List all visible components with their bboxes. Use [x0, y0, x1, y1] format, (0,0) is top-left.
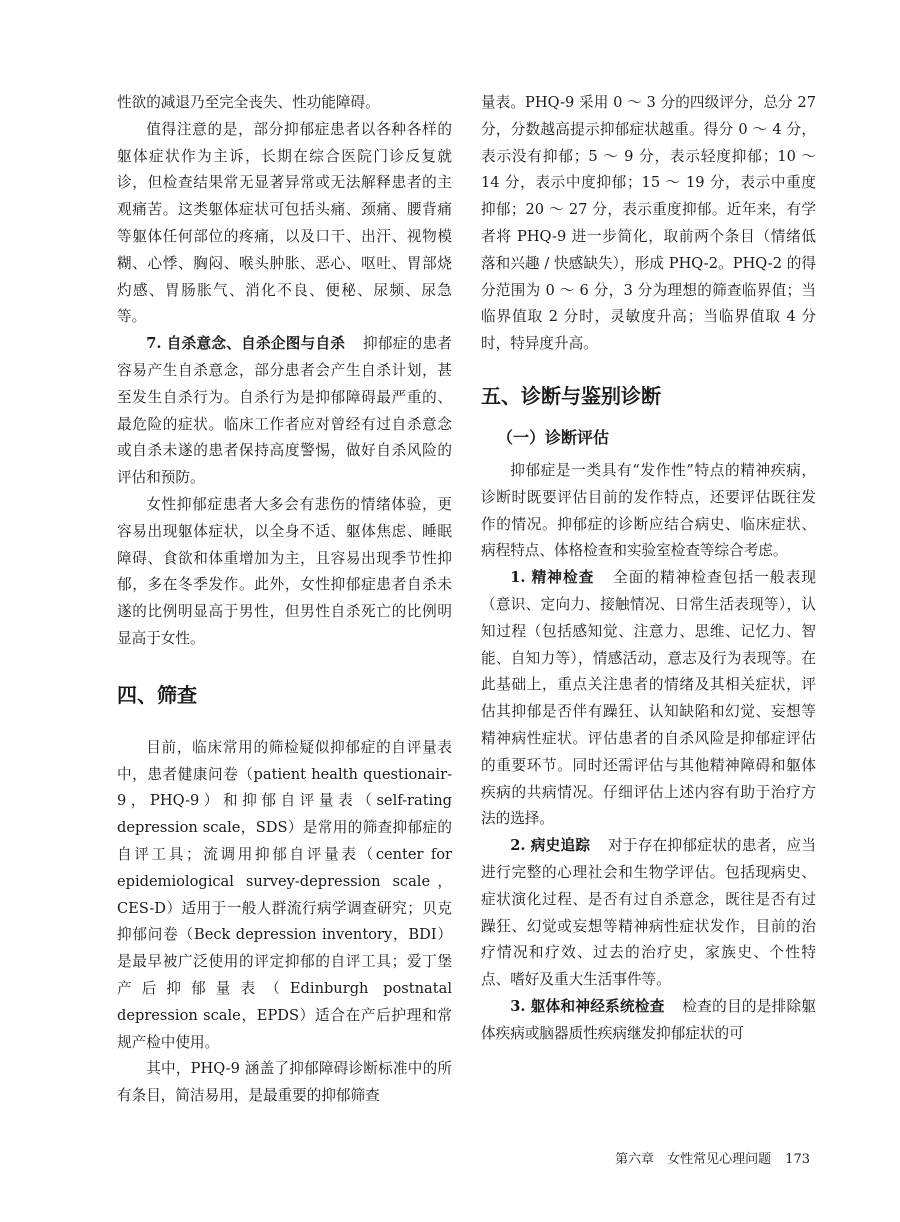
chapter-title: 第六章 女性常见心理问题: [615, 1152, 772, 1167]
left-column: [117, 90, 452, 1110]
item-text: 抑郁症的患者容易产生自杀意念，部分患者会产生自杀计划，甚至发生自杀行为。自杀行为是抑郁障碍最严重的、最危险的症状。临床工作者应对曾经有过自杀意念或自杀未遂的患者保持高度警惕，做好自杀风险的评估和预防。: [117, 335, 452, 487]
item-text: 检查的目的是排除躯体疾病或脑器质性疾病继发抑郁症状的可: [481, 997, 816, 1042]
item-heading: 7. 自杀意念、自杀企图与自杀: [146, 335, 346, 353]
paragraph: [481, 565, 816, 833]
paragraph: 目前，临床常用的筛检疑似抑郁症的自评量表中，患者健康问卷（patient health questionair-9，PHQ-9）和抑郁自评量表（self-rating depression scale，SDS）是常用的筛查抑郁症的自评工具；流调用抑郁自评量表（center for epidemiological survey-depression scale，CES-D）适用于一般人群流行病学调查研究；贝克抑郁问卷（Beck depression inventory，BDI）是最早被广泛使用的评定抑郁的自评工具；爱丁堡产后抑郁量表（Edinburgh postnatal depression scale，EPDS）适合在产后护理和常规产检中使用。: [117, 738, 452, 1051]
paragraph: 其中，PHQ-9 涵盖了抑郁障碍诊断标准中的所有条目，简洁易用，是最重要的抑郁筛查: [117, 1060, 452, 1105]
paragraph: 性欲的减退乃至完全丧失、性功能障碍。: [117, 94, 380, 111]
page-footer: [615, 1152, 810, 1168]
right-column: [481, 90, 816, 1048]
item-heading: 1. 精神检查: [510, 569, 595, 587]
paragraph: [481, 994, 816, 1048]
item-heading: 3. 躯体和神经系统检查: [510, 997, 665, 1015]
subsection-heading: （一）诊断评估: [497, 427, 610, 447]
item-heading: 2. 病史追踪: [510, 837, 591, 855]
section-heading: 四、筛查: [117, 682, 197, 707]
paragraph: 抑郁症是一类具有“发作性”特点的精神疾病，诊断时既要评估目前的发作特点，还要评估既往发作的情况。抑郁症的诊断应结合病史、临床症状、病程特点、体格检查和实验室检查等综合考虑。: [481, 461, 816, 560]
page-number: 173: [785, 1152, 810, 1167]
section-heading: 五、诊断与鉴别诊断: [481, 383, 661, 408]
paragraph: 值得注意的是，部分抑郁症患者以各种各样的躯体症状作为主诉，长期在综合医院门诊反复就诊，但检查结果常无显著异常或无法解释患者的主观痛苦。这类躯体症状可包括头痛、颈痛、腰背痛等躯体任何部位的疼痛，以及口干、出汗、视物模糊、心悸、胸闷、喉头肿胀、恶心、呕吐、胃部烧灼感、胃肠胀气、消化不良、便秘、尿频、尿急等。: [117, 120, 452, 326]
item-text: 全面的精神检查包括一般表现（意识、定向力、接触情况、日常生活表现等），认知过程（包括感知觉、注意力、思维、记忆力、智能、自知力等），情感活动，意志及行为表现等。在此基础上，重点关注患者的情绪及其相关症状，评估其抑郁是否伴有躁狂、认知缺陷和幻觉、妄想等精神病性症状。评估患者的自杀风险是抑郁症评估的重要环节。同时还需评估与其他精神障碍和躯体疾病的共病情况。仔细评估上述内容有助于治疗方法的选择。: [481, 569, 816, 828]
item-text: 对于存在抑郁症状的患者，应当进行完整的心理社会和生物学评估。包括现病史、症状演化过程、是否有过自杀意念，既往是否有过躁狂、幻觉或妄想等精神病性症状发作，目前的治疗情况和疗效、过去的治疗史，家族史、个性特点、嗜好及重大生活事件等。: [481, 837, 816, 989]
paragraph: 量表。PHQ-9 采用 0 ～ 3 分的四级评分，总分 27 分，分数越高提示抑郁症状越重。得分 0 ～ 4 分，表示没有抑郁；5 ～ 9 分，表示轻度抑郁；10 ～ 14 分，表示中度抑郁；15 ～ 19 分，表示中重度抑郁；20 ～ 27 分，表示重度抑郁。近年来，有学者将 PHQ-9 进一步简化，取前两个条目（情绪低落和兴趣 / 快感缺失），形成 PHQ-2。PHQ-2 的得分范围为 0 ～ 6 分，3 分为理想的筛查临界值；当临界值取 2 分时，灵敏度升高；当临界值取 4 分时，特异度升高。: [481, 94, 816, 353]
paragraph: [117, 331, 452, 492]
paragraph: [481, 833, 816, 994]
paragraph: 女性抑郁症患者大多会有悲伤的情绪体验，更容易出现躯体症状，以全身不适、躯体焦虑、睡眠障碍、食欲和体重增加为主，且容易出现季节性抑郁，多在冬季发作。此外，女性抑郁症患者自杀未遂的比例明显高于男性，但男性自杀死亡的比例明显高于女性。: [117, 495, 452, 647]
